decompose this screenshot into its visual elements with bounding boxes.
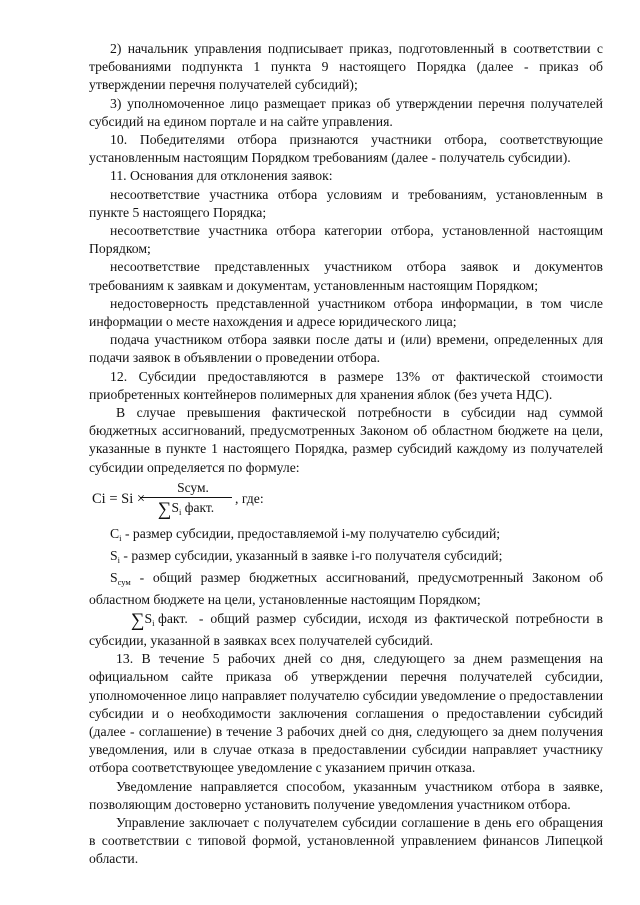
formula-tail: , где: — [235, 490, 264, 506]
paragraph-item-3: 3) уполномоченное лицо размещает приказ об утверждении перечня получателей субсидий на едином портале и на сайте управления. — [89, 95, 603, 129]
rejection-reason-5: подача участником отбора заявки после даты и (или) времени, определенных для подачи заявок в объявлении о проведении отбора. — [89, 332, 603, 366]
paragraph-section-13: 13. В течение 5 рабочих дней со дня, следующего за днем размещения на официальном сайте приказа об утверждении перечня получателей субсидии, уполномоченное лицо направляет получателю субсидии уведомление о предоставлении субсидии и о необходимости заключения соглашения о предоставлении субсидий (далее - соглашение) в течение 3 рабочих дней со дня, следующего за днем получения уведомления, или в случае отказа в предоставлении субсидии направляет участнику отбора соответствующее уведомление с указанием причин отказа. — [89, 651, 604, 776]
definition-symbol: S — [110, 570, 118, 586]
subsidy-formula — [89, 479, 603, 521]
sigma-symbol: ∑ — [157, 498, 172, 520]
formula-denominator — [140, 499, 232, 521]
rejection-reason-3: несоответствие представленных участником отбора заявок и документов требованиям к заявкам и документам, установленным настоящим Порядком; — [89, 259, 603, 293]
formula-den-s: S — [171, 499, 179, 515]
definition-symbol: C — [110, 525, 120, 541]
definition-text: - размер субсидии, предоставляемой i-му получателю субсидий; — [121, 525, 501, 541]
formula-fraction — [140, 479, 232, 521]
formula-numerator: Sсум. — [177, 479, 209, 495]
paragraph-agreement: Управление заключает с получателем субсидии соглашение в день его обращения в соответствии с типовой формой, установленной управлением финансов Липецкой области. — [89, 814, 603, 867]
definition-ssum — [89, 569, 603, 609]
rejection-reason-4: недостоверность представленной участником отбора информации, в том числе информации о месте нахождения и адресе юридического лица; — [89, 295, 603, 330]
formula-den-sub: i — [178, 506, 182, 517]
definition-symbol: S — [110, 548, 118, 564]
definition-sub: i — [117, 555, 120, 566]
sum-symbol — [110, 610, 188, 632]
definition-ci — [89, 525, 603, 547]
sigma-symbol: ∑ — [131, 609, 145, 631]
formula-den-tail: факт. — [184, 499, 215, 515]
paragraph-notification: Уведомление направляется способом, указанным участником отбора в заявке, позволяющим достоверно установить получение уведомления участником отбора. — [89, 778, 603, 812]
sum-tail: факт. — [157, 610, 188, 626]
sum-sub: i — [152, 617, 155, 628]
document-body — [89, 40, 603, 869]
paragraph-section-12: 12. Субсидии предоставляются в размере 13% от фактической стоимости приобретенных контейнеров полимерных для хранения яблок (без учета НДС). — [89, 368, 603, 402]
paragraph-excess-need: В случае превышения фактической потребности в субсидии над суммой бюджетных ассигнований, предусмотренных Законом об областном бюджете на цели, указанные в пункте 1 настоящего Порядка, размер субсидий каждому из получателей субсидии определяется по формуле: — [89, 405, 603, 475]
paragraph-section-11: 11. Основания для отклонения заявок: — [110, 168, 333, 184]
paragraph-item-2: 2) начальник управления подписывает приказ, подготовленный в соответствии с требованиями подпункта 1 пункта 9 настоящего Порядка (далее - приказ об утверждении перечня получателей субсидий); — [89, 41, 603, 93]
paragraph-section-10: 10. Победителями отбора признаются участники отбора, соответствующие установленным настоящим Порядком требованиям (далее - получатель субсидии). — [89, 132, 603, 166]
formula-fraction-bar — [140, 497, 232, 498]
sum-s: S — [144, 610, 153, 626]
definition-text: - размер субсидии, указанный в заявке i-го получателя субсидий; — [120, 548, 503, 564]
rejection-reason-2: несоответствие участника отбора категории отбора, установленной настоящим Порядком; — [89, 223, 603, 257]
definition-sum — [89, 610, 603, 650]
definition-text: - общий размер бюджетных ассигнований, предусмотренный Законом об областном бюджете на цели, установленные настоящим Порядком; — [89, 570, 603, 608]
definition-text: - общий размер субсидии, исходя из фактической потребности в субсидии, указанной в заявках всех получателей субсидий. — [89, 610, 603, 648]
definition-si — [89, 547, 603, 569]
rejection-reason-1: несоответствие участника отбора условиям и требованиям, установленным в пункте 5 настоящего Порядка; — [89, 186, 603, 220]
formula-lhs: Ci = Si × — [92, 490, 146, 507]
definition-sub: i — [119, 532, 122, 543]
definition-sub: сум — [117, 577, 131, 588]
